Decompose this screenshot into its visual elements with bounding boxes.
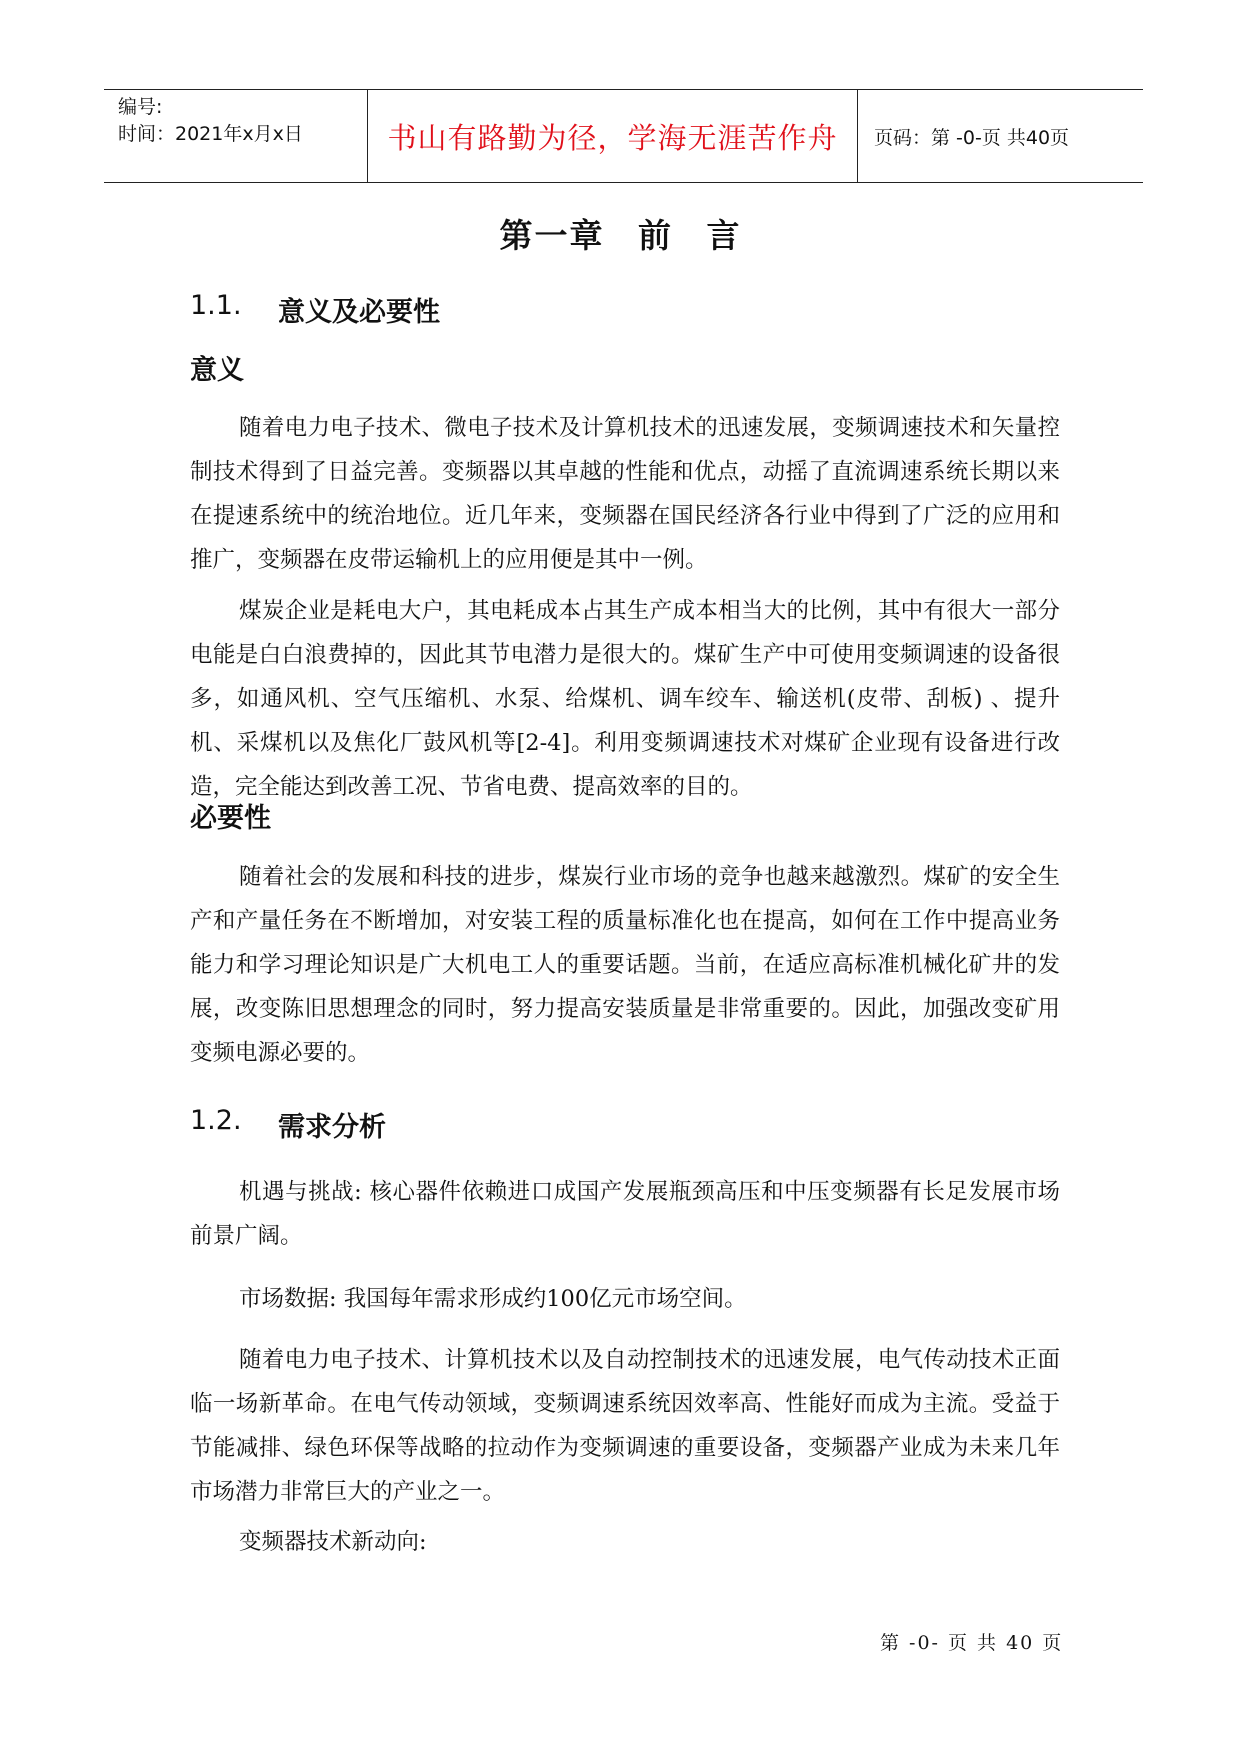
subheading-significance: 意义 — [190, 355, 244, 386]
paragraph: 随着电力电子技术、计算机技术以及自动控制技术的迅速发展，电气传动技术正面临一场新革命。在电气传动领域，变频调速系统因效率高、性能好而成为主流。受益于节能减排、绿色环保等战略的拉动作为变频调速的重要设备，变频器产业成为未来几年市场潜力非常巨大的产业之一。 — [190, 1347, 1060, 1505]
paragraph: 机遇与挑战: 核心器件依赖进口成国产发展瓶颈高压和中压变频器有长足发展市场前景广阔。 — [190, 1179, 1060, 1249]
paragraph: 随着社会的发展和科技的进步，煤炭行业市场的竞争也越来越激烈。煤矿的安全生产和产量任务在不断增加，对安装工程的质量标准化也在提高，如何在工作中提高业务能力和学习理论知识是广大机电工人的重要话题。当前，在适应高标准机械化矿井的发展，改变陈旧思想理念的同时，努力提高安装质量是非常重要的。因此，加强改变矿用变频电源必要的。 — [190, 864, 1060, 1066]
section-title: 需求分析 — [278, 1112, 386, 1143]
section-number: 1.2. — [190, 1105, 242, 1136]
section-heading-1-2 — [190, 1105, 386, 1144]
chapter-title: 第一章 前 言 — [499, 216, 742, 255]
header-meta-cell — [104, 90, 368, 182]
paragraph: 市场数据: 我国每年需求形成约100亿元市场空间。 — [239, 1286, 747, 1312]
section-number: 1.1. — [190, 290, 242, 321]
paragraph: 煤炭企业是耗电大户，其电耗成本占其生产成本相当大的比例，其中有很大一部分电能是白白浪费掉的，因此其节电潜力是很大的。煤矿生产中可使用变频调速的设备很多，如通风机、空气压缩机、水泵、给煤机、调车绞车、输送机(皮带、刮板) 、提升机、采煤机以及焦化厂鼓风机等[2-4]。利用变频调速技术对煤矿企业现有设备进行改造，完全能达到改善工况、节省电费、提高效率的目的。 — [190, 598, 1060, 800]
paragraph: 随着电力电子技术、微电子技术及计算机技术的迅速发展，变频调速技术和矢量控制技术得到了日益完善。变频器以其卓越的性能和优点，动摇了直流调速系统长期以来在提速系统中的统治地位。近几年来，变频器在国民经济各行业中得到了广泛的应用和推广，变频器在皮带运输机上的应用便是其中一例。 — [190, 415, 1060, 573]
document-time-label: 时间：2021年x月x日 — [118, 123, 303, 145]
header-page-info: 页码：第 -0-页 共40页 — [874, 126, 1070, 149]
paragraph: 变频器技术新动向: — [239, 1529, 427, 1555]
document-header — [104, 89, 1143, 183]
section-heading-1-1 — [190, 290, 440, 329]
document-number-label: 编号: — [118, 96, 163, 118]
subheading-necessity: 必要性 — [190, 803, 271, 834]
page-footer: 第 -0- 页 共 40 页 — [880, 1632, 1064, 1654]
section-title: 意义及必要性 — [278, 297, 440, 328]
header-motto: 书山有路勤为径，学海无涯苦作舟 — [368, 90, 858, 182]
